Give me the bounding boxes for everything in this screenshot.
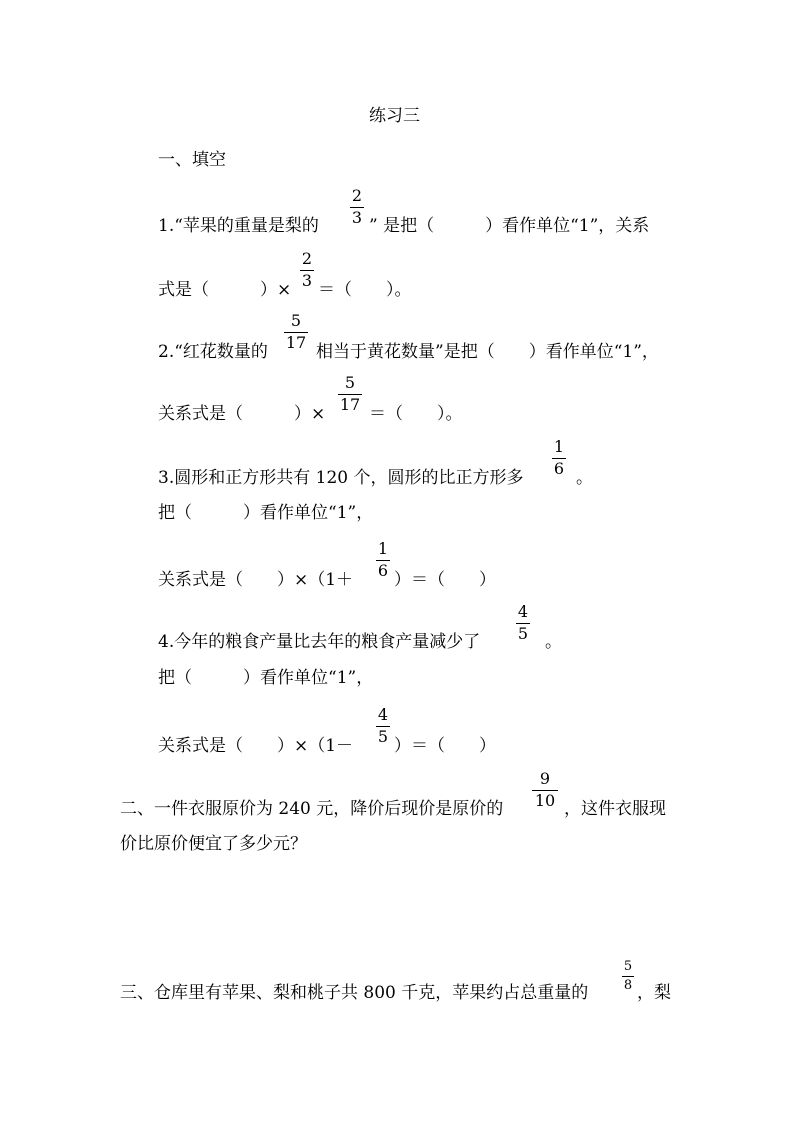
fraction-denominator: 6 — [553, 459, 565, 478]
q1-fraction-1 — [350, 188, 364, 226]
q2-line1-suffix: 相当于黄花数量”是把（ ）看作单位“1”， — [316, 342, 659, 362]
q3-fraction-2 — [376, 541, 390, 579]
section-1-heading: 一、填空 — [158, 150, 226, 170]
fraction-numerator: 4 — [377, 705, 389, 724]
section-2-line1-suffix: ，这件衣服现 — [564, 799, 666, 819]
fraction-numerator: 5 — [290, 311, 302, 330]
q1-line2-suffix: ＝（ ）。 — [318, 280, 412, 300]
fraction-numerator: 1 — [377, 539, 389, 558]
fraction-numerator: 9 — [539, 769, 551, 788]
q1-line1-prefix: 1.“苹果的重量是梨的 — [158, 216, 319, 236]
q4-line3-suffix: ）＝（ ） — [394, 736, 496, 756]
fraction-denominator: 6 — [377, 561, 389, 580]
q4-line3-prefix: 关系式是（ ）×（1－ — [158, 736, 354, 756]
fraction-denominator: 17 — [285, 333, 307, 352]
fraction-numerator: 5 — [344, 373, 356, 392]
fraction-bar — [622, 976, 634, 977]
fraction-denominator: 3 — [301, 271, 313, 290]
fraction-denominator: 8 — [623, 978, 633, 993]
q1-line2-prefix: 式是（ ）× — [158, 280, 292, 300]
q3-fraction-1 — [552, 439, 566, 477]
q3-line3-suffix: ）＝（ ） — [394, 570, 496, 590]
section-3-line1-prefix: 三、仓库里有苹果、梨和桃子共 800 千克，苹果约占总重量的 — [120, 983, 589, 1003]
q4-line1-prefix: 4.今年的粮食产量比去年的粮食产量减少了 — [158, 632, 481, 652]
section-2-line2: 价比原价便宜了多少元？ — [120, 834, 307, 854]
q1-fraction-2 — [300, 251, 314, 289]
fraction-numerator: 5 — [623, 959, 633, 974]
q3-line2: 把（ ）看作单位“1”， — [158, 503, 374, 523]
q4-fraction-1 — [516, 604, 530, 642]
q3-line3-prefix: 关系式是（ ）×（1＋ — [158, 570, 354, 590]
q3-line1-prefix: 3.圆形和正方形共有 120 个，圆形的比正方形多 — [158, 468, 524, 488]
section-3-fraction — [622, 960, 634, 992]
q2-line1-prefix: 2.“红花数量的 — [158, 342, 268, 362]
q4-line2: 把（ ）看作单位“1”， — [158, 668, 374, 688]
q2-fraction-1 — [284, 313, 308, 351]
fraction-numerator: 1 — [553, 437, 565, 456]
fraction-denominator: 5 — [517, 624, 529, 643]
q3-line1-suffix: 。 — [576, 468, 593, 488]
fraction-numerator: 2 — [351, 186, 363, 205]
q1-line1-suffix: ” 是把（ ）看作单位“1”，关系 — [369, 216, 650, 236]
section-3-line1-suffix: ，梨 — [637, 983, 671, 1003]
q4-line1-suffix: 。 — [545, 632, 562, 652]
q4-fraction-2 — [376, 707, 390, 745]
q2-line2-suffix: ＝（ ）。 — [369, 404, 463, 424]
page-title: 练习三 — [369, 106, 420, 126]
fraction-denominator: 5 — [377, 727, 389, 746]
fraction-denominator: 10 — [534, 791, 556, 810]
fraction-denominator: 3 — [351, 208, 363, 227]
section-2-line1-prefix: 二、一件衣服原价为 240 元，降价后现价是原价的 — [120, 799, 504, 819]
q2-fraction-2 — [338, 375, 362, 413]
section-2-fraction — [532, 771, 558, 809]
fraction-numerator: 2 — [301, 249, 313, 268]
q2-line2-prefix: 关系式是（ ）× — [158, 404, 326, 424]
fraction-denominator: 17 — [339, 395, 361, 414]
fraction-numerator: 4 — [517, 602, 529, 621]
